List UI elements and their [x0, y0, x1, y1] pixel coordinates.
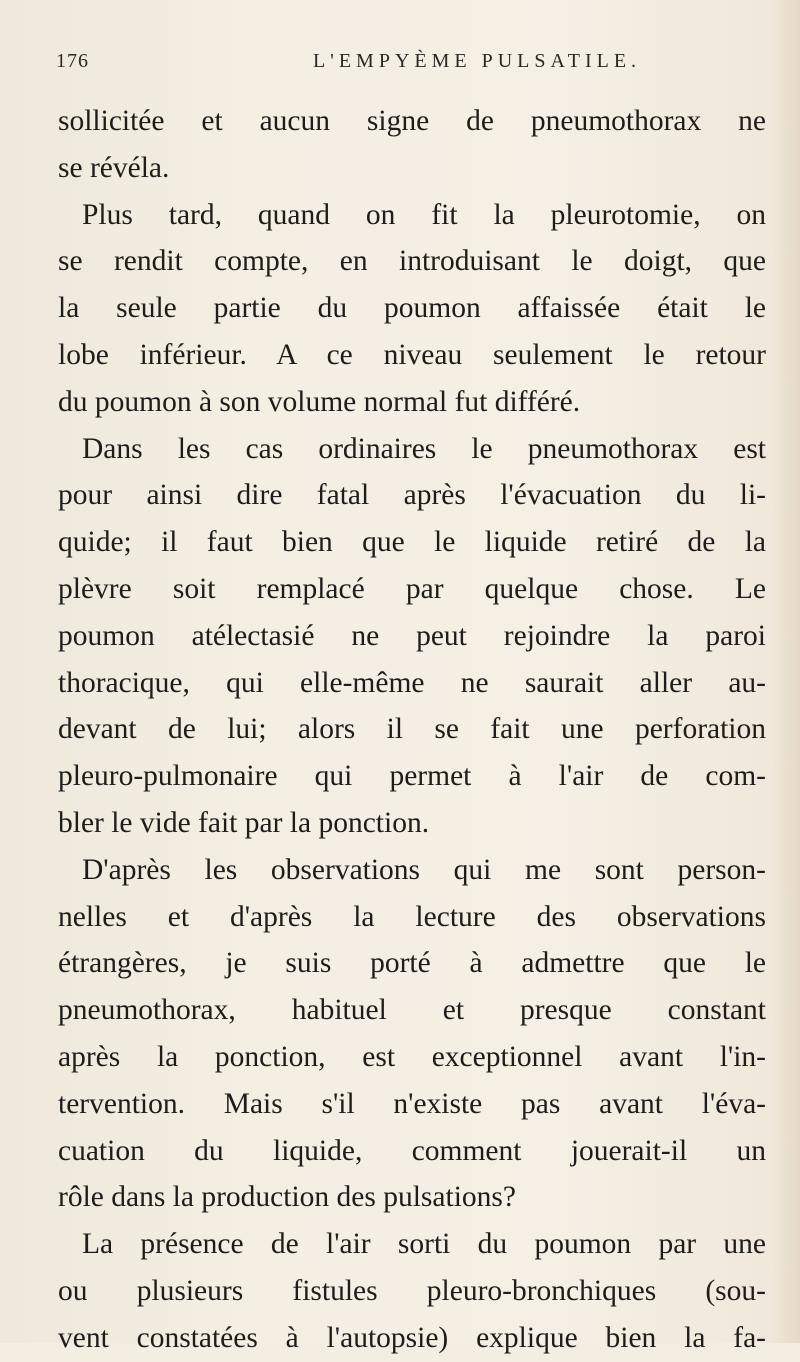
text-line: ou plusieurs fistules pleuro-bronchiques (sou-: [58, 1274, 766, 1307]
running-title: L'EMPYÈME PULSATILE.: [313, 50, 642, 72]
page-header: [56, 50, 768, 80]
text-line: pleuro-pulmonaire qui permet à l'air de com-: [58, 760, 766, 793]
text-line: après la ponction, est exceptionnel avant l'in-: [58, 1040, 766, 1073]
text-line: D'après les observations qui me sont person-: [82, 853, 766, 886]
text-line: nelles et d'après la lecture des observations: [58, 900, 766, 933]
text-line: Plus tard, quand on fit la pleurotomie, on: [82, 198, 766, 231]
text-line: La présence de l'air sorti du poumon par une: [82, 1228, 766, 1261]
text-line: du poumon à son volume normal fut différé.: [58, 385, 581, 418]
text-line: se rendit compte, en introduisant le doigt, que: [58, 245, 766, 278]
text-line: poumon atélectasié ne peut rejoindre la paroi: [58, 619, 766, 652]
text-line: Dans les cas ordinaires le pneumothorax est: [82, 432, 766, 465]
text-line: se révéla.: [58, 151, 170, 184]
text-line: plèvre soit remplacé par quelque chose. Le: [58, 572, 766, 605]
text-line: vent constatées à l'autopsie) explique bien la fa-: [58, 1321, 766, 1354]
body-text: [58, 98, 766, 1362]
text-line: pour ainsi dire fatal après l'évacuation du li-: [58, 479, 766, 512]
text-line: bler le vide fait par la ponction.: [58, 806, 430, 839]
text-line: pneumothorax, habituel et presque constant: [58, 994, 766, 1027]
text-line: étrangères, je suis porté à admettre que le: [58, 947, 766, 980]
text-line: thoracique, qui elle-même ne saurait aller au-: [58, 666, 766, 699]
text-line: quide; il faut bien que le liquide retiré de la: [58, 526, 766, 559]
text-line: tervention. Mais s'il n'existe pas avant l'éva-: [58, 1087, 766, 1120]
text-line: cuation du liquide, comment jouerait-il un: [58, 1134, 766, 1167]
page-edge-shadow: [772, 0, 800, 1343]
text-line: sollicitée et aucun signe de pneumothorax ne: [58, 105, 766, 137]
text-line: la seule partie du poumon affaissée était le: [58, 292, 766, 325]
page-number: 176: [56, 50, 89, 72]
text-line: rôle dans la production des pulsations?: [58, 1181, 516, 1214]
text-line: lobe inférieur. A ce niveau seulement le retour: [58, 338, 766, 371]
text-line: devant de lui; alors il se fait une perforation: [58, 713, 766, 746]
